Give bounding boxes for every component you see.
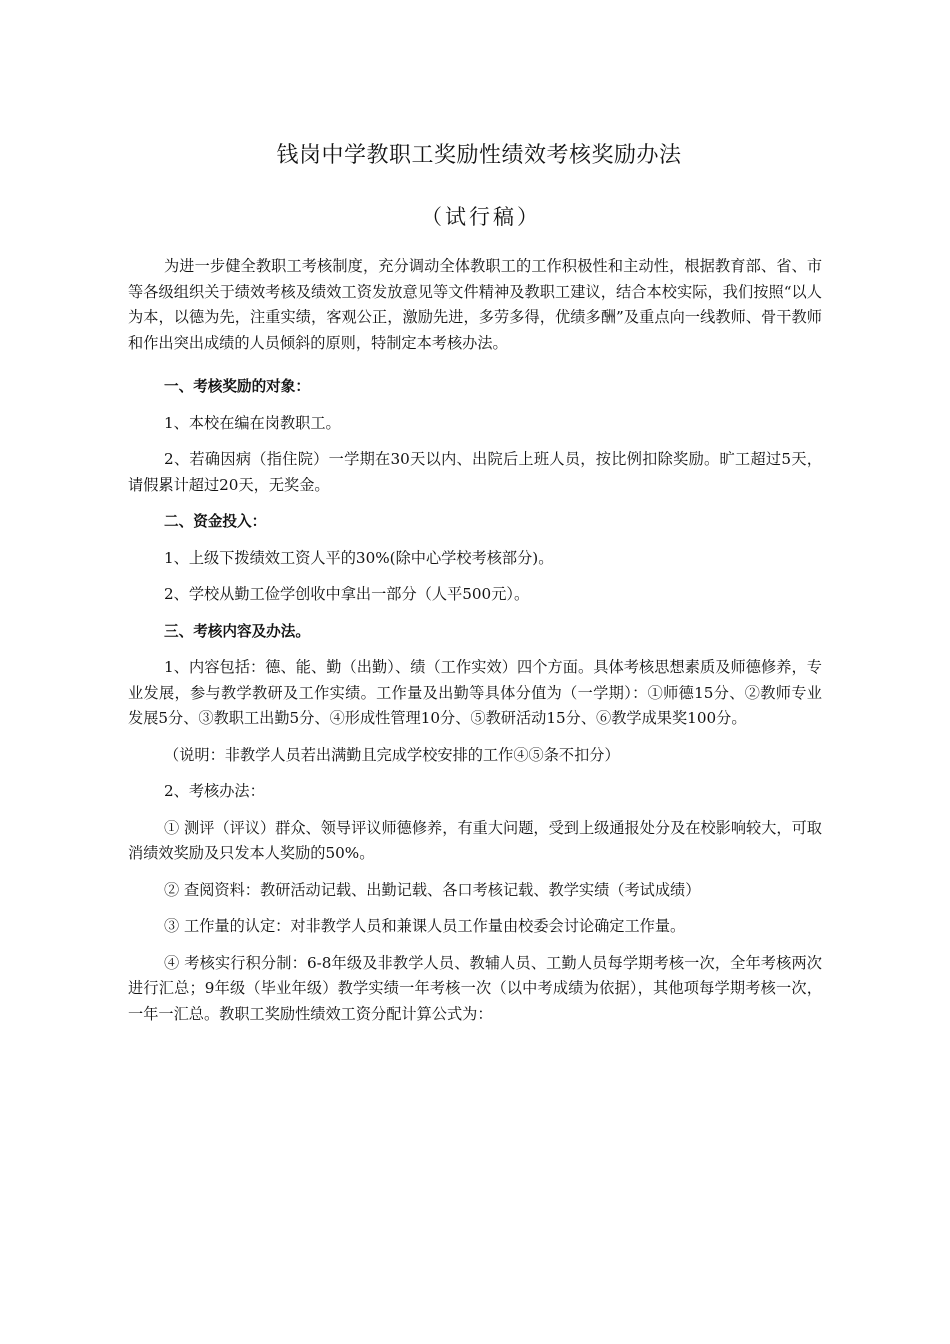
document-subtitle: （试行稿）: [421, 205, 541, 229]
section-heading: 二、资金投入：: [164, 513, 267, 530]
document-page: [128, 138, 822, 1038]
document-body: [128, 254, 822, 1027]
body-paragraph: 为进一步健全教职工考核制度，充分调动全体教职工的工作积极性和主动性，根据教育部、省、市等各级组织关于绩效考核及绩效工资发放意见等文件精神及教职工建议，结合本校实际，我们按照“以人为本，以德为先，注重实绩，客观公正，激励先进，多劳多得，优绩多酬”及重点向一线教师、骨干教师和作出突出成绩的人员倾斜的原则，特制定本考核办法。: [128, 257, 822, 352]
body-paragraph: 1、本校在编在岗教职工。: [164, 413, 341, 432]
body-paragraph: ① 测评（评议）群众、领导评议师德修养，有重大问题，受到上级通报处分及在校影响较大，可取消绩效奖励及只发本人奖励的50%。: [128, 818, 822, 862]
body-paragraph: 1、内容包括：德、能、勤（出勤）、绩（工作实效）四个方面。具体考核思想素质及师德修养，专业发展，参与教学教研及工作实绩。工作量及出勤等具体分值为（一学期）：①师德15分、②教师专业发展5分、③教职工出勤5分、④形成性管理10分、⑤教研活动15分、⑥教学成果奖100分。: [128, 658, 822, 727]
document-title: 钱岗中学教职工奖励性绩效考核奖励办法: [276, 143, 682, 168]
body-paragraph: 2、若确因病（指住院）一学期在30天以内、出院后上班人员，按比例扣除奖励。旷工超过5天，请假累计超过20天，无奖金。: [128, 450, 822, 494]
body-paragraph: ④ 考核实行积分制：6-8年级及非教学人员、教辅人员、工勤人员每学期考核一次，全年考核两次进行汇总；9年级（毕业年级）教学实绩一年考核一次（以中考成绩为依据），其他项每学期考核一次，一年一汇总。教职工奖励性绩效工资分配计算公式为：: [128, 953, 822, 1023]
body-paragraph: 1、上级下拨绩效工资人平的30%(除中心学校考核部分)。: [164, 548, 554, 567]
body-paragraph: 2、学校从勤工俭学创收中拿出一部分（人平500元）。: [164, 585, 530, 603]
body-paragraph: 2、考核办法：: [164, 782, 265, 800]
body-paragraph: （说明：非教学人员若出满勤且完成学校安排的工作④⑤条不扣分）: [164, 745, 620, 764]
section-heading: 三、考核内容及办法。: [164, 622, 310, 640]
body-paragraph: ② 查阅资料：教研活动记载、出勤记载、各口考核记载、教学实绩（考试成绩）: [164, 880, 701, 899]
body-paragraph: ③ 工作量的认定：对非教学人员和兼课人员工作量由校委会讨论确定工作量。: [164, 917, 686, 935]
section-heading: 一、考核奖励的对象：: [164, 378, 310, 395]
